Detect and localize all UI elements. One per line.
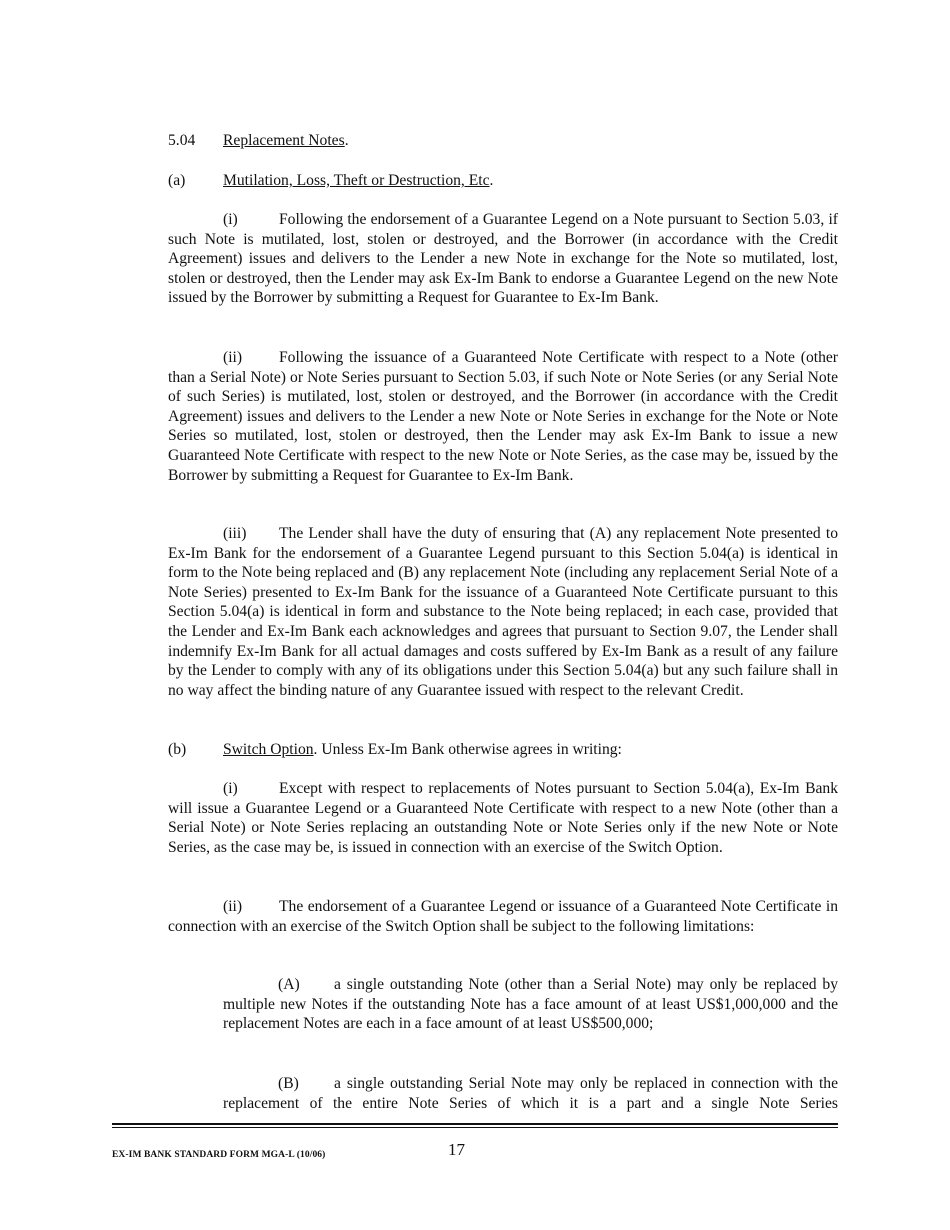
footer-rule-thick <box>112 1123 838 1125</box>
subparagraph-b-ii-a <box>223 975 838 1034</box>
paragraph-a-iii <box>168 524 838 700</box>
subparagraph-b-ii-b <box>223 1074 838 1113</box>
paragraph-number: (ii) <box>223 349 243 366</box>
subsection-a-heading <box>168 171 493 191</box>
paragraph-text: The endorsement of a Guarantee Legend or issuance of a Guaranteed Note Certificate in connection with an exercise of the Switch Option shall be subject to the following limitations: <box>168 898 838 935</box>
subsection-a-title-suffix: . <box>489 172 494 189</box>
paragraph-number: (ii) <box>223 898 243 915</box>
paragraph-number: (iii) <box>223 525 247 542</box>
subsection-b-title-suffix: . Unless Ex-Im Bank otherwise agrees in writing: <box>313 741 622 758</box>
paragraph-a-ii <box>168 348 838 485</box>
paragraph-text: The Lender shall have the duty of ensuring that (A) any replacement Note presented to Ex-Im Bank for the endorsement of a Guarantee Legend pursuant to this Section 5.04(a) is identical in form to the Note being replaced and (B) any replacement Note (including any replacement Serial Note of a Note Series) presented to Ex-Im Bank for the issuance of a Guaranteed Note Certificate pursuant to this Section 5.04(a) is identical in form and substance to the Note being replaced; in each case, provided that the Lender and Ex-Im Bank each acknowledges and agrees that pursuant to Section 9.07, the Lender shall indemnify Ex-Im Bank for all actual damages and costs suffered by Ex-Im Bank as a result of any failure by the Lender to comply with any of its obligations under this Section 5.04(a) but any such failure shall in no way affect the binding nature of any Guarantee issued with respect to the relevant Credit. <box>168 525 838 699</box>
paragraph-b-ii <box>168 897 838 936</box>
section-title: Replacement Notes <box>223 132 345 149</box>
section-title-suffix: . <box>344 132 349 149</box>
paragraph-text: Following the issuance of a Guaranteed Note Certificate with respect to a Note (other than a Serial Note) or Note Series pursuant to Section 5.03, if such Note or Note Series (or any Serial Note of such Series) is mutilated, lost, stolen or destroyed, and the Borrower (in accordance with the Credit Agreement) issues and delivers to the Lender a new Note or Note Series in exchange for the Note or Note Series so mutilated, lost, stolen or destroyed, then the Lender may ask Ex-Im Bank to issue a new Guaranteed Note Certificate with respect to the new Note or Note Series, as the case may be, issued by the Borrower by submitting a Request for Guarantee to Ex-Im Bank. <box>168 349 838 484</box>
subsection-a-title: Mutilation, Loss, Theft or Destruction, Etc <box>223 172 490 189</box>
paragraph-number: (i) <box>223 211 238 228</box>
section-heading <box>168 131 349 151</box>
subparagraph-number: (B) <box>278 1075 299 1092</box>
subsection-a-label: (a) <box>168 172 186 189</box>
subsection-b-heading <box>168 740 622 760</box>
subsection-b-label: (b) <box>168 741 187 758</box>
footer-form-label: EX-IM BANK STANDARD FORM MGA-L (10/06) <box>112 1150 326 1160</box>
subparagraph-text: a single outstanding Serial Note may only be replaced in connection with the replacement of the entire Note Series of which it is a part and a single Note Series <box>223 1075 838 1112</box>
paragraph-number: (i) <box>223 780 238 797</box>
section-number: 5.04 <box>168 132 196 149</box>
footer-rule-thin <box>112 1127 838 1128</box>
paragraph-text: Following the endorsement of a Guarantee Legend on a Note pursuant to Section 5.03, if such Note is mutilated, lost, stolen or destroyed, and the Borrower (in accordance with the Credit Agreement) issues and delivers to the Lender a new Note in exchange for the Note so mutilated, lost, stolen or destroyed, then the Lender may ask Ex-Im Bank to endorse a Guarantee Legend on the new Note issued by the Borrower by submitting a Request for Guarantee to Ex-Im Bank. <box>168 211 838 307</box>
subparagraph-number: (A) <box>278 976 300 993</box>
paragraph-b-i <box>168 779 838 857</box>
subparagraph-text: a single outstanding Note (other than a Serial Note) may only be replaced by multiple new Notes if the outstanding Note has a face amount of at least US$1,000,000 and the replacement Notes are each in a face amount of at least US$500,000; <box>223 976 838 1033</box>
page-number: 17 <box>448 1140 465 1159</box>
paragraph-text: Except with respect to replacements of Notes pursuant to Section 5.04(a), Ex-Im Bank will issue a Guarantee Legend or a Guaranteed Note Certificate with respect to a new Note (other than a Serial Note) or Note Series replacing an outstanding Note or Note Series only if the new Note or Note Series, as the case may be, is issued in connection with an exercise of the Switch Option. <box>168 780 838 856</box>
paragraph-a-i <box>168 210 838 308</box>
subsection-b-title: Switch Option <box>223 741 314 758</box>
